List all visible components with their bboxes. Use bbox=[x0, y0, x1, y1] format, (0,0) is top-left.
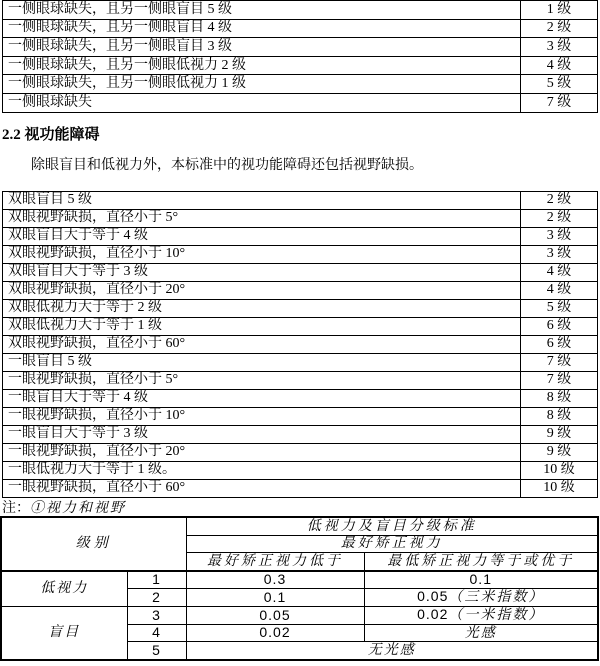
eye-loss-row-level: 1 级 bbox=[521, 1, 598, 20]
visual-function-row-level: 4 级 bbox=[521, 264, 598, 282]
visual-function-row-level: 3 级 bbox=[521, 246, 598, 264]
visual-function-row bbox=[3, 444, 598, 462]
visual-function-row-condition: 双眼盲目大于等于 4 级 bbox=[3, 228, 521, 246]
visual-function-row-condition: 一眼盲目 5 级 bbox=[3, 354, 521, 372]
eye-loss-row bbox=[3, 1, 598, 20]
visual-function-row bbox=[3, 354, 598, 372]
visual-function-row-condition: 一眼视野缺损，直径小于 10° bbox=[3, 408, 521, 426]
visual-function-row-condition: 一眼视野缺损，直径小于 60° bbox=[3, 480, 521, 498]
visual-function-row-level: 6 级 bbox=[521, 336, 598, 354]
visual-function-row-level: 9 级 bbox=[521, 426, 598, 444]
better-value bbox=[364, 624, 598, 642]
below-value: 0.1 bbox=[186, 589, 364, 607]
grade-header-cell: 级别 bbox=[1, 517, 186, 571]
eye-loss-row-condition: 一侧眼球缺失 bbox=[3, 93, 521, 112]
standard-title-cell: 低视力及盲目分级标准 bbox=[186, 517, 598, 535]
category-low-vision: 低视力 bbox=[1, 571, 127, 607]
visual-function-row-level: 3 级 bbox=[521, 228, 598, 246]
visual-function-row-level: 2 级 bbox=[521, 192, 598, 210]
visual-function-row-condition: 双眼视野缺损，直径小于 60° bbox=[3, 336, 521, 354]
col-header-below: 最好矫正视力低于 bbox=[186, 553, 364, 571]
visual-function-row-condition: 双眼视野缺损，直径小于 20° bbox=[3, 282, 521, 300]
single-eye-loss-table-body bbox=[3, 1, 598, 113]
note-line bbox=[2, 497, 126, 517]
better-value bbox=[364, 606, 598, 624]
visual-function-row bbox=[3, 264, 598, 282]
section-heading: 2.2 视功能障碍 bbox=[2, 127, 100, 143]
visual-function-row-condition: 一眼视野缺损，直径小于 20° bbox=[3, 444, 521, 462]
low-vision-row-1 bbox=[1, 571, 598, 589]
visual-function-table bbox=[2, 191, 598, 498]
eye-loss-row-level: 5 级 bbox=[521, 75, 598, 94]
visual-function-row-level: 5 级 bbox=[521, 300, 598, 318]
better-value bbox=[364, 571, 598, 589]
visual-function-row-level: 2 级 bbox=[521, 210, 598, 228]
visual-function-row bbox=[3, 390, 598, 408]
grade-num: 4 bbox=[127, 624, 186, 642]
visual-function-row-level: 10 级 bbox=[521, 462, 598, 480]
visual-function-row-condition: 一眼视野缺损，直径小于 5° bbox=[3, 372, 521, 390]
visual-function-row-level: 8 级 bbox=[521, 390, 598, 408]
grade-num: 1 bbox=[127, 571, 186, 589]
visual-function-row-condition: 双眼视野缺损，直径小于 10° bbox=[3, 246, 521, 264]
note-prefix: 注： bbox=[2, 501, 30, 516]
visual-function-row bbox=[3, 480, 598, 498]
visual-function-row bbox=[3, 318, 598, 336]
eye-loss-row-level: 2 级 bbox=[521, 19, 598, 38]
grade-num: 5 bbox=[127, 642, 186, 660]
visual-function-row bbox=[3, 246, 598, 264]
header-row-1 bbox=[1, 517, 598, 535]
visual-function-row bbox=[3, 408, 598, 426]
single-eye-loss-table bbox=[2, 0, 598, 113]
note-body: ①视力和视野 bbox=[30, 501, 126, 516]
visual-function-row bbox=[3, 192, 598, 210]
visual-function-row bbox=[3, 336, 598, 354]
eye-loss-row-condition: 一侧眼球缺失，且另一侧眼盲目 5 级 bbox=[3, 1, 521, 20]
merged-value: 无光感 bbox=[186, 642, 598, 660]
blind-row-1 bbox=[1, 606, 598, 624]
eye-loss-row-condition: 一侧眼球缺失，且另一侧眼低视力 2 级 bbox=[3, 56, 521, 75]
visual-function-row-condition: 双眼盲目大于等于 3 级 bbox=[3, 264, 521, 282]
category-blind: 盲目 bbox=[1, 606, 127, 659]
visual-function-row bbox=[3, 228, 598, 246]
below-value: 0.3 bbox=[186, 571, 364, 589]
below-value: 0.02 bbox=[186, 624, 364, 642]
grade-num: 3 bbox=[127, 606, 186, 624]
grade-num: 2 bbox=[127, 589, 186, 607]
eye-loss-row bbox=[3, 56, 598, 75]
visual-function-row-condition: 双眼视野缺损，直径小于 5° bbox=[3, 210, 521, 228]
better-value-note: 光感 bbox=[464, 625, 497, 641]
visual-function-row bbox=[3, 210, 598, 228]
visual-function-row-level: 6 级 bbox=[521, 318, 598, 336]
eye-loss-row bbox=[3, 75, 598, 94]
eye-loss-row-condition: 一侧眼球缺失，且另一侧眼盲目 3 级 bbox=[3, 38, 521, 57]
classification-standard-table-body bbox=[1, 517, 598, 660]
eye-loss-row-level: 3 级 bbox=[521, 38, 598, 57]
visual-function-row-level: 4 级 bbox=[521, 282, 598, 300]
visual-function-row-condition: 一眼盲目大于等于 3 级 bbox=[3, 426, 521, 444]
better-value-number: 0.05 bbox=[417, 588, 449, 605]
below-value: 0.05 bbox=[186, 606, 364, 624]
better-value-note: （一米指数） bbox=[448, 608, 545, 624]
best-corrected-cell: 最好矫正视力 bbox=[186, 535, 598, 553]
eye-loss-row bbox=[3, 93, 598, 112]
visual-function-row bbox=[3, 372, 598, 390]
visual-function-row-level: 9 级 bbox=[521, 444, 598, 462]
visual-function-row-level: 7 级 bbox=[521, 354, 598, 372]
better-value bbox=[364, 589, 598, 607]
visual-function-row bbox=[3, 426, 598, 444]
better-value-number: 0.1 bbox=[469, 570, 492, 587]
better-value-number: 0.02 bbox=[417, 606, 449, 623]
visual-function-row bbox=[3, 462, 598, 480]
visual-function-row bbox=[3, 300, 598, 318]
better-value-note: （三米指数） bbox=[448, 590, 545, 606]
eye-loss-row-level: 4 级 bbox=[521, 56, 598, 75]
eye-loss-row bbox=[3, 19, 598, 38]
visual-function-row-condition: 一眼低视力大于等于 1 级。 bbox=[3, 462, 521, 480]
eye-loss-row bbox=[3, 38, 598, 57]
visual-function-row-condition: 一眼盲目大于等于 4 级 bbox=[3, 390, 521, 408]
eye-loss-row-condition: 一侧眼球缺失，且另一侧眼盲目 4 级 bbox=[3, 19, 521, 38]
eye-loss-row-condition: 一侧眼球缺失，且另一侧眼低视力 1 级 bbox=[3, 75, 521, 94]
visual-function-row-level: 7 级 bbox=[521, 372, 598, 390]
col-header-equal-better: 最低矫正视力等于或优于 bbox=[364, 553, 598, 571]
visual-function-row-condition: 双眼低视力大于等于 1 级 bbox=[3, 318, 521, 336]
visual-function-table-body bbox=[3, 192, 598, 498]
visual-function-row-condition: 双眼盲目 5 级 bbox=[3, 192, 521, 210]
visual-function-row bbox=[3, 282, 598, 300]
visual-function-row-level: 8 级 bbox=[521, 408, 598, 426]
visual-function-row-level: 10 级 bbox=[521, 480, 598, 498]
section-paragraph: 除眼盲目和低视力外，本标准中的视功能障碍还包括视野缺损。 bbox=[31, 158, 423, 173]
eye-loss-row-level: 7 级 bbox=[521, 93, 598, 112]
classification-standard-table bbox=[0, 516, 599, 661]
visual-function-row-condition: 双眼低视力大于等于 2 级 bbox=[3, 300, 521, 318]
